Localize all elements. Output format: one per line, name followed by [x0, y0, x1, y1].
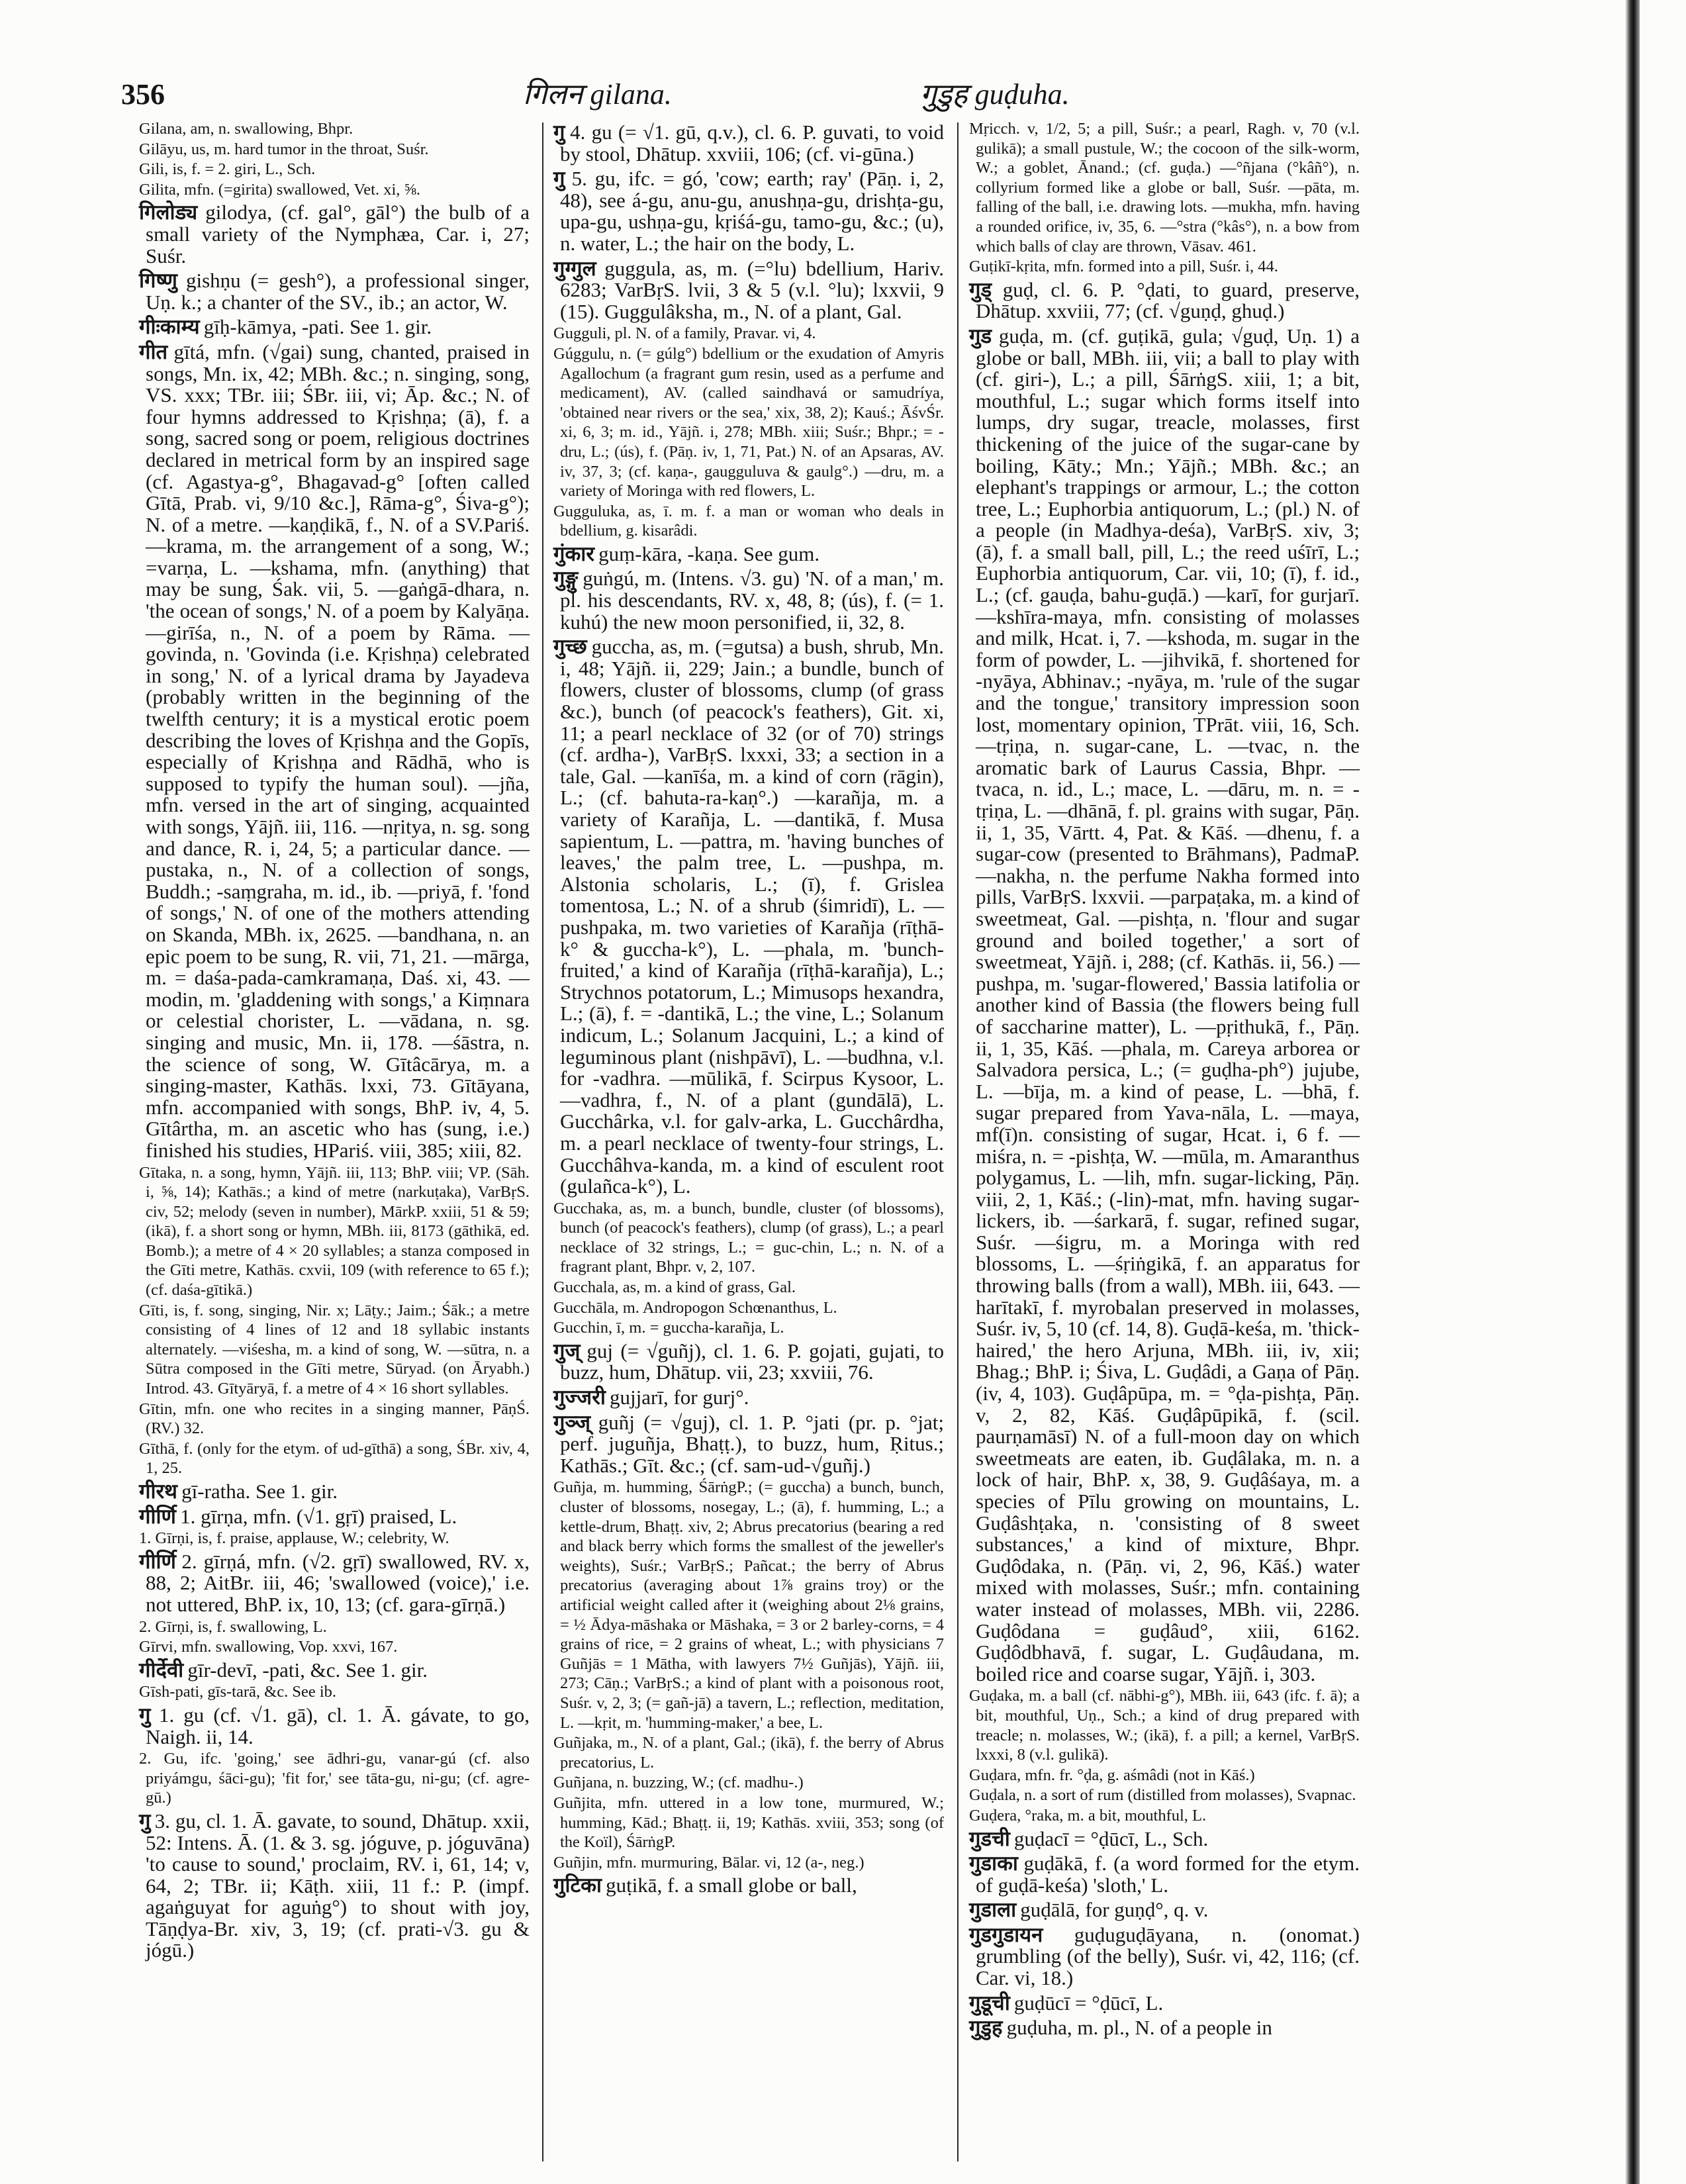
dictionary-entry [553, 1853, 944, 1873]
devanagari-headword: गुज्जरी [553, 1386, 606, 1410]
devanagari-headword: गीरथ [139, 1480, 177, 1503]
entry-text: guḍākā, f. (a word formed for the etym. of guḍā-keśa) 'sloth,' L. [976, 1852, 1360, 1897]
dictionary-entry [553, 1793, 944, 1852]
entry-text: guñj (= √guj), cl. 1. P. °jati (pr. p. °jat; perf. juguñja, Bhaṭṭ.), to buzz, hum, Ṛitus.; Kathās.; Gīt. &c.; (cf. sam-ud-√guñj.) [560, 1410, 944, 1477]
entry-text: gīḥ-kāmya, -pati. See 1. gir. [203, 315, 432, 339]
dictionary-entry [553, 122, 944, 166]
column-left [139, 119, 530, 1963]
devanagari-headword: गीत [139, 340, 168, 364]
dictionary-entry [139, 1529, 530, 1548]
entry-text: Guḍera, °raka, m. a bit, mouthful, L. [969, 1806, 1207, 1825]
dictionary-entry [139, 119, 530, 139]
entry-text: 2. gīrṇá, mfn. (√2. gṛī) swallowed, RV. x, 88, 2; AitBr. iii, 46; 'swallowed (voice),' i.e. not uttered, BhP. ix, 10, 13; (cf. gara-gīrṇā.) [146, 1549, 530, 1616]
entry-text: 2. Gu, ifc. 'going,' see ādhri-gu, vanar-gú (cf. also priyámgu, śāci-gu); 'fit for,' see tāta-gu, ni-gu; (cf. agre-gū.) [139, 1750, 530, 1807]
devanagari-headword: गुग्गुल [553, 256, 596, 281]
devanagari-headword: गीःकाम्य [139, 315, 200, 340]
entry-text: Guḍaka, m. a ball (cf. nābhi-g°), MBh. iii, 643 (ifc. f. ā); a bit, mouthful, Uṇ., Sch.; a kind of drug prepared with treacle; n. molasses, W.; (ikā), f. a pill; a kernel, VarBṛS. lxxxi, 8 (v.l. gulikā). [969, 1687, 1360, 1764]
dictionary-entry [553, 1388, 944, 1409]
entry-text: Guṭikī-kṛita, mfn. formed into a pill, Suśr. i, 44. [969, 258, 1278, 276]
entry-text: gīr-devī, -pati, &c. See 1. gir. [187, 1658, 428, 1682]
devanagari-headword: गुङ्गु [553, 567, 579, 591]
column-rule [957, 122, 959, 2161]
dictionary-entry [139, 160, 530, 179]
dictionary-entry [553, 637, 944, 1198]
dictionary-entry [139, 317, 530, 339]
dictionary-entry [139, 271, 530, 314]
dictionary-entry [553, 256, 944, 324]
devanagari-headword: गुज् [553, 1339, 581, 1363]
dictionary-entry [553, 1733, 944, 1772]
devanagari-headword: गिष्णु [139, 269, 177, 293]
dictionary-entry [969, 1993, 1360, 2015]
entry-text: Gucchāla, m. Andropogon Schœnanthus, L. [553, 1298, 837, 1317]
dictionary-entry [969, 326, 1360, 1685]
dictionary-entry [139, 1301, 530, 1399]
entry-text: Gilana, am, n. swallowing, Bhpr. [139, 120, 353, 138]
dictionary-entry [969, 1806, 1360, 1826]
devanagari-headword: गुच्छ [553, 635, 587, 659]
column-right [969, 119, 1360, 2040]
dictionary-entry [139, 1660, 530, 1682]
dictionary-entry [553, 1773, 944, 1793]
dictionary-entry [969, 1900, 1360, 1922]
entry-text: guṅgú, m. (Intens. √3. gu) 'N. of a man,' m. pl. his descendants, RV. x, 48, 8; (ús), f. (= 1. kuhú) the new moon personified, ii, 32, 8. [560, 567, 944, 634]
entry-text: Gīti, is, f. song, singing, Nir. x; Lāṭy.; Jaim.; Śāk.; a metre consisting of 4 lines of 12 and 18 syllabic instants alternately. —viśesha, m. a kind of song, W. —sūtra, n. a Sūtra composed in the Gīti metre, Sūryad. (on Āryabh.) Introd. 43. Gītyāryā, f. a metre of 4 × 16 short syllables. [139, 1301, 530, 1398]
entry-text: Gucchala, as, m. a kind of grass, Gal. [553, 1278, 796, 1297]
dictionary-entry [969, 1785, 1360, 1805]
entry-text: guḍuguḍāyana, n. (onomat.) grumbling (of the belly), Suśr. vi, 42, 116; (cf. Car. vi, 18.) [976, 1923, 1360, 1990]
entry-text: Guḍala, n. a sort of rum (distilled from molasses), Svapnac. [969, 1786, 1356, 1805]
devanagari-headword: गिलोड्य [139, 201, 198, 225]
entry-text: 1. Gīrṇi, is, f. praise, applause, W.; celebrity, W. [139, 1529, 449, 1548]
entry-text: guṃ-kāra, -kaṇa. See gum. [598, 542, 820, 565]
dictionary-entry [553, 544, 944, 566]
column-rule [542, 122, 543, 2161]
entry-text: 5. gu, ifc. = gó, 'cow; earth; ray' (Pāṇ. i, 2, 48), see á-gu, anu-gu, anushṇa-gu, drishṭa-gu, upa-gu, ushṇa-gu, kṛiśá-gu, tamo-gu, &c.; (u), n. water, L.; the hair on the body, L. [560, 167, 944, 255]
entry-text: 4. gu (= √1. gū, q.v.), cl. 6. P. guvati, to void by stool, Dhātup. xxviii, 106; (cf. vi-gūna.) [560, 120, 944, 166]
entry-text: Gucchaka, as, m. a bunch, bundle, cluster (of blossoms), bunch (of peacock's feathers), clump (of grass), L.; a pearl necklace of 32 strings, L.; = guc-chin, L.; n. N. of a fragrant plant, Bhpr. v, 2, 107. [553, 1199, 944, 1276]
entry-text: 2. Gīrṇi, is, f. swallowing, L. [139, 1617, 327, 1636]
entry-text: Gīrvi, mfn. swallowing, Vop. xxvi, 167. [139, 1638, 398, 1656]
entry-text: guḍa, m. (cf. guṭikā, gula; √guḍ, Uṇ. 1) a globe or ball, MBh. iii, vii; a ball to play with (cf. giri-), L.; a pill, ŚārṅgS. xiii, 1; a bit, mouthful, L.; sugar which forms itself into lumps, dry sugar, treacle, molasses, first thickening of the juice of the sugar-cane by boiling, Kāty.; Mn.; Yājñ.; MBh. &c.; an elephant's trappings or armour, L.; the cotton tree, L.; Euphorbia antiquorum, L.; (pl.) N. of a people (in Madhya-deśa), VarBṛS. xiv, 3; (ā), f. a small ball, pill, L.; the reed uśīrī, L.; Euphorbia antiquorum, Car. vii, 10; (ī), f. id., L.; (cf. gauḍa, bahu-guḍā.) —karī, for gurjarī. —kshīra-maya, mfn. consisting of molasses and milk, Hcat. i, 7. —kshoda, m. sugar in the form of powder, L. —jihvikā, f. shortened for -nyāya, Abhinav.; -nyāya, m. 'rule of the sugar and the tongue,' transitory impression soon lost, momentary opinion, TPrāt. viii, 16, Sch. —tṛiṇa, n. sugar-cane, L. —tvac, n. the aromatic bark of Laurus Cassia, Bhpr. —tvaca, n. id., L.; mace, L. —dāru, m. n. = -tṛiṇa, L. —dhānā, f. pl. grains with sugar, Pāṇ. ii, 1, 35, Vārtt. 4, Pat. & Kāś. —dhenu, f. a sugar-cow (presented to Brāhmans), PadmaP. —nakha, n. the perfume Nakha formed into pills, VarBṛS. lxxvii. —parpaṭaka, m. a kind of sweetmeat, Gal. —pishṭa, n. 'flour and sugar ground and boiled together,' a sort of sweetmeat, Yājñ. i, 288; (cf. Kathās. ii, 56.) —pushpa, m. 'sugar-flowered,' Bassia latifolia or another kind of Bassia (the flowers being full of saccharine matter), L. —pṛithukā, f., Pāṇ. ii, 1, 35, Kāś. —phala, m. Careya arborea or Salvadora persica, L.; (= guḍha-ph°) jujube, L. —bīja, m. a kind of pease, L. —bhā, f. sugar prepared from Yava-nāla, L. —maya, mf(ī)n. consisting of sugar, Hcat. i, 6 f. —miśra, n. = -pishṭa, W. —mūla, m. Amaranthus polygamus, L. —lih, mfn. sugar-licking, Pāṇ. viii, 2, 1, Kāś.; (-lin)-mat, mfn. having sugar-lickers, ib. —śarkarā, f. sugar, refined sugar, Suśr. —śigru, m. a Moringa with red blossoms, L. —śṛiṅgikā, f. an apparatus for throwing balls (from a wall), MBh. iii, 643. —harītakī, f. myrobalan preserved in molasses, Suśr. iv, 5, 10 (cf. 14, 8). Guḍā-keśa, m. 'thick-haired,' the hero Arjuna, MBh. iii, iv, xii; Bhag.; BhP. i; Śiva, L. Guḍâdi, a Gaṇa of Pāṇ. (iv, 4, 103). Guḍâpūpa, m. = °ḍa-pishṭa, Pāṇ. v, 2, 82, Kāś. Guḍâpūpikā, f. (scil. paurṇamāsī) N. of a full-moon day on which sweetmeats are eaten, ib. Guḍâlaka, m. n. a lock of hair, BhP. x, 38, 9. Guḍâśaya, m. a species of Pīlu growing on mountains, L. Guḍâshṭaka, n. 'consisting of 8 sweet substances,' a kind of mixture, Bhpr. Guḍôdaka, n. (Pāṇ. vi, 2, 96, Kāś.) water mixed with molasses, Suśr.; mfn. containing water instead of molasses, MBh. vii, 2286. Guḍôdana = guḍâud°, xiii, 6162. Guḍôdbhavā, f. sugar, L. Guḍâudana, m. boiled rice and coarse sugar, Yājñ. i, 303. [976, 324, 1360, 1685]
dictionary-entry [553, 1341, 944, 1384]
dictionary-entry [139, 1400, 530, 1439]
dictionary-entry [139, 1482, 530, 1503]
entry-text: Gīsh-pati, gīs-tarā, &c. See ib. [139, 1683, 337, 1701]
entry-text: gī-ratha. See 1. gir. [181, 1480, 338, 1503]
dictionary-entry [969, 1686, 1360, 1764]
entry-text: Gugguluka, as, ī. m. f. a man or woman who deals in bdellium, g. kisarâdi. [553, 502, 944, 540]
dictionary-entry [553, 344, 944, 501]
entry-text: Gīthā, f. (only for the etym. of ud-gīthā) a song, ŚBr. xiv, 4, 1, 25. [139, 1439, 530, 1478]
entry-text: guḍuha, m. pl., N. of a people in [1006, 2016, 1272, 2040]
entry-text: gītá, mfn. (√gai) sung, chanted, praised in songs, Mn. ix, 42; MBh. &c.; n. singing, song, VS. xxx; TBr. iii; ŚBr. iii, vi; Āp. &c.; N. of four hymns addressed to Kṛishṇa; (ā), f. a song, sacred song or poem, religious doctrines declared in metrical form by an inspired sage (cf. Agastya-g°, Bhagavad-g° [often called Gītā, Prab. vi, 9/10 &c.], Rāma-g°, Śiva-g°); N. of a metre. —kaṇḍikā, f., N. of a SV.Pariś. —krama, m. the arrangement of a song, W.; =varṇa, L. —kshama, mfn. (anything) that may be sung, Śak. vii, 5. —gaṅgā-dhara, n. 'the ocean of songs,' N. of a poem by Kalyāṇa. —girīśa, n., N. of a poem by Rāma. —govinda, n. 'Govinda (i.e. Kṛishṇa) celebrated in song,' N. of a lyrical drama by Jayadeva (probably written in the beginning of the twelfth century; it is a mystical erotic poem describing the loves of Kṛishṇa and the Gopīs, especially of Kṛishṇa and Rādhā, who is supposed to typify the human soul). —jña, mfn. versed in the art of singing, acquainted with songs, Yājñ. iii, 116. —nṛitya, n. sg. song and dance, R. i, 24, 5; a particular dance. —pustaka, n., N. of a collection of songs, Buddh.; -saṃgraha, m. id., ib. —priyā, f. 'fond of songs,' N. of one of the mothers attending on Skanda, MBh. ix, 2625. —bandhana, n. an epic poem to be sung, R. vii, 71, 21. —mārga, m. = daśa-pada-camkramaṇa, Daś. xi, 43. —modin, m. 'gladdening with songs,' a Kiṃnara or celestial chorister, L. —vādana, n. sg. singing and music, Mn. ii, 178. —śāstra, n. the science of song, W. Gītâcārya, m. a singing-master, Kathās. lxxi, 73. Gītāyana, mfn. accompanied with songs, BhP. iv, 4, 5. Gītârtha, m. an ascetic who has (sung, i.e.) finished his studies, HPariś. viii, 385; xiii, 82. [146, 340, 530, 1162]
entry-text: Guñjin, mfn. murmuring, Bālar. vi, 12 (a-, neg.) [553, 1853, 865, 1872]
entry-text: guḍacī = °ḍūcī, L., Sch. [1013, 1827, 1209, 1850]
dictionary-entry [139, 140, 530, 160]
running-head-left: गिलन gilana. [523, 78, 672, 111]
entry-text: Guḍara, mfn. fr. °ḍa, g. aśmâdi (not in Kāś.) [969, 1766, 1255, 1784]
entry-text: guḍūcī = °ḍūcī, L. [1013, 1991, 1164, 2015]
entry-text: guccha, as, m. (=gutsa) a bush, shrub, Mn. i, 48; Yājñ. ii, 229; Jain.; a bundle, bunch of flowers, cluster of blossoms, clump (of grass &c.), bunch (of peacock's feathers), Git. xi, 11; a pearl necklace of 32 (or of 70) strings (cf. ardha-), VarBṛS. lxxxi, 33; a section in a tale, Gal. —kanīśa, m. a kind of corn (rāgin), L.; (cf. bahuta-ra-kaṇ°.) —karañja, m. a variety of Karañja, L. —dantikā, f. Musa sapientum, L. —pattra, m. 'having bunches of leaves,' the palm tree, L. —pushpa, m. Alstonia scholaris, L.; (ī), f. Grislea tomentosa, L.; N. of a shrub (śimridī), L. —pushpaka, m. two varieties of Karañja (rīṭhā-k° & guccha-k°), L. —phala, m. 'bunch-fruited,' a kind of Karañja (rīṭhā-karañja), L.; Strychnos potatorum, L.; Mimusops hexandra, L.; (ā), f. = -dantikā, L.; the vine, L.; Solanum indicum, L.; Solanum Jacquini, L.; a kind of leguminous plant (nishpāvī), L. —budhna, v.l. for -vadhra. —mūlikā, f. Scirpus Kysoor, L. —vadhra, f., N. of a plant (gundālā), L. Gucchârka, v.l. for galv-arka, L. Gucchârdha, m. a pearl necklace of twenty-four strings, L. Gucchâhva-kanda, m. a kind of esculent root (gulañca-k°), L. [560, 635, 944, 1198]
devanagari-headword: गुंकार [553, 542, 594, 566]
entry-text: guggula, as, m. (=°lu) bdellium, Hariv. 6283; VarBṛS. lvii, 3 & 5 (v.l. °lu); lxxvii, 9 (15). Guggulâksha, m., N. of a plant, Gal. [560, 256, 944, 323]
entry-text: Mṛicch. v, 1/2, 5; a pill, Suśr.; a pearl, Ragh. v, 70 (v.l. gulikā); a small pustule, W.; the cocoon of the silk-worm, W.; a goblet, Ānand.; (cf. guḍa.) —°ñjana (°kâñ°), n. collyrium formed like a globe or ball, Suśr. —pāta, m. falling of the ball, i.e. drawing lots. —mukha, mfn. having a rounded orifice, iv, 35, 6. —°stra (°kâs°), n. a bow from which balls of clay are thrown, Vāsav. 461. [969, 120, 1360, 256]
devanagari-headword: गुड् [969, 277, 992, 302]
devanagari-headword: गुडाका [969, 1852, 1018, 1876]
dictionary-entry [969, 1925, 1360, 1990]
dictionary-entry [139, 1682, 530, 1702]
dictionary-entry [969, 257, 1360, 277]
entry-text: gilodya, (cf. gal°, gāl°) the bulb of a small variety of the Nymphæa, Car. i, 27; Suśr. [146, 201, 530, 267]
entry-text: gujjarī, for gurj°. [610, 1386, 749, 1409]
dictionary-entry [553, 1875, 944, 1897]
dictionary-entry [969, 1854, 1360, 1897]
entry-text: Gili, is, f. = 2. giri, L., Sch. [139, 160, 316, 179]
dictionary-entry [139, 1504, 530, 1529]
dictionary-entry [139, 203, 530, 267]
entry-text: Gītin, mfn. one who recites in a singing manner, PāṇŚ. (RV.) 32. [139, 1400, 530, 1438]
entry-text: 3. gu, cl. 1. Ā. gavate, to sound, Dhātup. xxii, 52: Intens. Ā. (1. & 3. sg. jóguve, p. jóguvāna) 'to cause to sound,' proclaim, RV. i, 61, 14; v, 64, 2; TBr. ii; Kāṭh. xiii, 11 f.: P. (impf. agaṅguyat for aguṅg°) to shout with joy, Tāṇḍya-Br. xiv, 3, 19; (cf. prati-√3. gu & jógū.) [146, 1809, 530, 1962]
dictionary-entry [139, 180, 530, 200]
dictionary-entry [969, 119, 1360, 256]
devanagari-headword: गुडची [969, 1827, 1010, 1851]
devanagari-headword: गुञ्ज् [553, 1410, 590, 1435]
entry-text: guj (= √guñj), cl. 1. 6. P. gojati, gujati, to buzz, hum, Dhātup. vii, 23; xxviii, 76. [560, 1339, 945, 1384]
dictionary-entry [553, 1318, 944, 1338]
dictionary-entry [553, 169, 944, 255]
dictionary-entry [553, 569, 944, 634]
dictionary-entry [553, 1478, 944, 1733]
dictionary-entry [553, 324, 944, 344]
entry-text: Gugguli, pl. N. of a family, Pravar. vi, 4. [553, 324, 816, 343]
entry-text: 1. gīrṇa, mfn. (√1. gṛī) praised, L. [180, 1504, 457, 1528]
entry-text: Gilita, mfn. (=girita) swallowed, Vet. xi, ⅝. [139, 180, 421, 199]
dictionary-entry [139, 1549, 530, 1617]
entry-text: Gúggulu, n. (= gúlg°) bdellium or the exudation of Amyris Agallochum (a fragrant gum resin, used as a perfume and medicament), AV. (called saindhavá or samudríya, 'obtained near rivers or the sea,' xix, 38, 2); Kauś.; ĀśvŚr. xi, 6, 3; m. id., Yājñ. i, 278; MBh. xiii; Suśr.; Bhpr.; = -dru, L.; (ús), f. (Pāṇ. iv, 1, 71, Pat.) N. of an Apsaras, AV. iv, 37, 3; (cf. kaṇa-, gaugguluva & gaulg°.) —dru, m. a variety of Moringa with red flowers, L. [553, 344, 944, 500]
dictionary-entry [553, 1199, 944, 1277]
page-number: 356 [121, 78, 165, 111]
dictionary-entry [553, 1410, 944, 1478]
dictionary-entry [139, 1749, 530, 1808]
devanagari-headword: गु [553, 167, 565, 191]
dictionary-entry [553, 1298, 944, 1318]
devanagari-headword: गुडाला [969, 1898, 1017, 1923]
entry-text: 1. gu (cf. √1. gā), cl. 1. Ā. gávate, to go, Naigh. ii, 14. [146, 1703, 530, 1748]
dictionary-entry [139, 1811, 530, 1962]
dictionary-entry [139, 1439, 530, 1478]
devanagari-headword: गुडगुडायन [969, 1923, 1043, 1947]
dictionary-entry [553, 1278, 944, 1298]
dictionary-entry [969, 2018, 1360, 2040]
devanagari-headword: गु [139, 1809, 151, 1833]
dictionary-entry [139, 1637, 530, 1657]
entry-text: Guñjita, mfn. uttered in a low tone, murmured, W.; humming, Kād.; Bhaṭṭ. ii, 19; Kathās. xviii, 353; song (of the Koïl), ŚārṅgP. [553, 1793, 944, 1852]
devanagari-headword: गीर्देवी [139, 1658, 184, 1682]
devanagari-headword: गु [139, 1703, 151, 1727]
entry-text: guṭikā, f. a small globe or ball, [606, 1874, 857, 1897]
dictionary-entry [969, 1829, 1360, 1851]
dictionary-entry [139, 1705, 530, 1748]
dictionary-entry [969, 277, 1360, 323]
devanagari-headword: गुडुह [969, 2016, 1003, 2040]
binding-shadow [1625, 0, 1640, 2184]
column-middle [553, 119, 944, 1898]
entry-text: Guñjaka, m., N. of a plant, Gal.; (ikā), f. the berry of Abrus precatorius, L. [553, 1734, 944, 1772]
entry-text: guḍālā, for guṇḍ°, q. v. [1020, 1898, 1209, 1922]
entry-text: Gītaka, n. a song, hymn, Yājñ. iii, 113; BhP. viii; VP. (Sāh. i, ⅝, 14); Kathās.; a kind of metre (narkuṭaka), VarBṛS. civ, 52; melody (seven in number), MārkP. xxiii, 51 & 59; (ikā), f. a short song or hymn, MBh. iii, 8173 (gāthikā, ed. Bomb.); a metre of 4 × 20 syllables; a stanza composed in the Gīti metre, Kathās. cxvii, 109 (with reference to 65 f.); (cf. daśa-gītikā.) [139, 1163, 530, 1300]
running-head-right: गुडुह guḍuha. [920, 78, 1070, 111]
dictionary-entry [969, 1766, 1360, 1785]
entry-text: Guñjana, n. buzzing, W.; (cf. madhu-.) [553, 1774, 804, 1792]
dictionary-entry [139, 342, 530, 1163]
dictionary-entry [553, 502, 944, 541]
entry-text: Gucchin, ī, m. = guccha-karañja, L. [553, 1319, 784, 1337]
devanagari-headword: गीर्णि [139, 1549, 176, 1574]
devanagari-headword: गुडूची [969, 1991, 1010, 2015]
devanagari-headword: गु [553, 120, 565, 144]
devanagari-headword: गीर्णि [139, 1504, 176, 1529]
entry-text: Guñja, m. humming, ŚārṅgP.; (= guccha) a bunch, bunch, cluster of blossoms, nosegay, L.; (ā), f. humming, L.; a kettle-drum, Bhaṭṭ. xiv, 2; Abrus precatorius (bearing a red and black berry which forms the smallest of the jeweller's weights), Suśr.; VarBṛS.; Pañcat.; the berry of Abrus precatorius (averaging about 1⅞ grains troy) or the artificial weight called after it (weighing about 2⅛ grains, = ½ Ādya-māshaka or Māshaka, = 3 or 2 barley-corns, = 4 grains of rice, = 2 grains of wheat, L.; with physicians 7 Guñjās = 1 Mātha, with lawyers 7½ Guñjās), Yājñ. iii, 273; Cāṇ.; VarBṛS.; a kind of plant with a poisonous root, Suśr. v, 2, 3; (= gañ-jā) a tavern, L.; reflection, meditation, L. —kṛit, m. 'humming-maker,' a bee, L. [553, 1478, 944, 1732]
devanagari-headword: गुड [969, 324, 992, 348]
entry-text: gishṇu (= gesh°), a professional singer, Uṇ. k.; a chanter of the SV., ib.; an actor, W. [146, 269, 530, 314]
entry-text: Gilāyu, us, m. hard tumor in the throat, Suśr. [139, 140, 429, 158]
dictionary-entry [139, 1617, 530, 1637]
devanagari-headword: गुटिका [553, 1874, 602, 1898]
dictionary-entry [139, 1163, 530, 1300]
entry-text: guḍ, cl. 6. P. °ḍati, to guard, preserve, Dhātup. xxviii, 77; (cf. √guṇḍ, ghuḍ.) [976, 277, 1360, 323]
